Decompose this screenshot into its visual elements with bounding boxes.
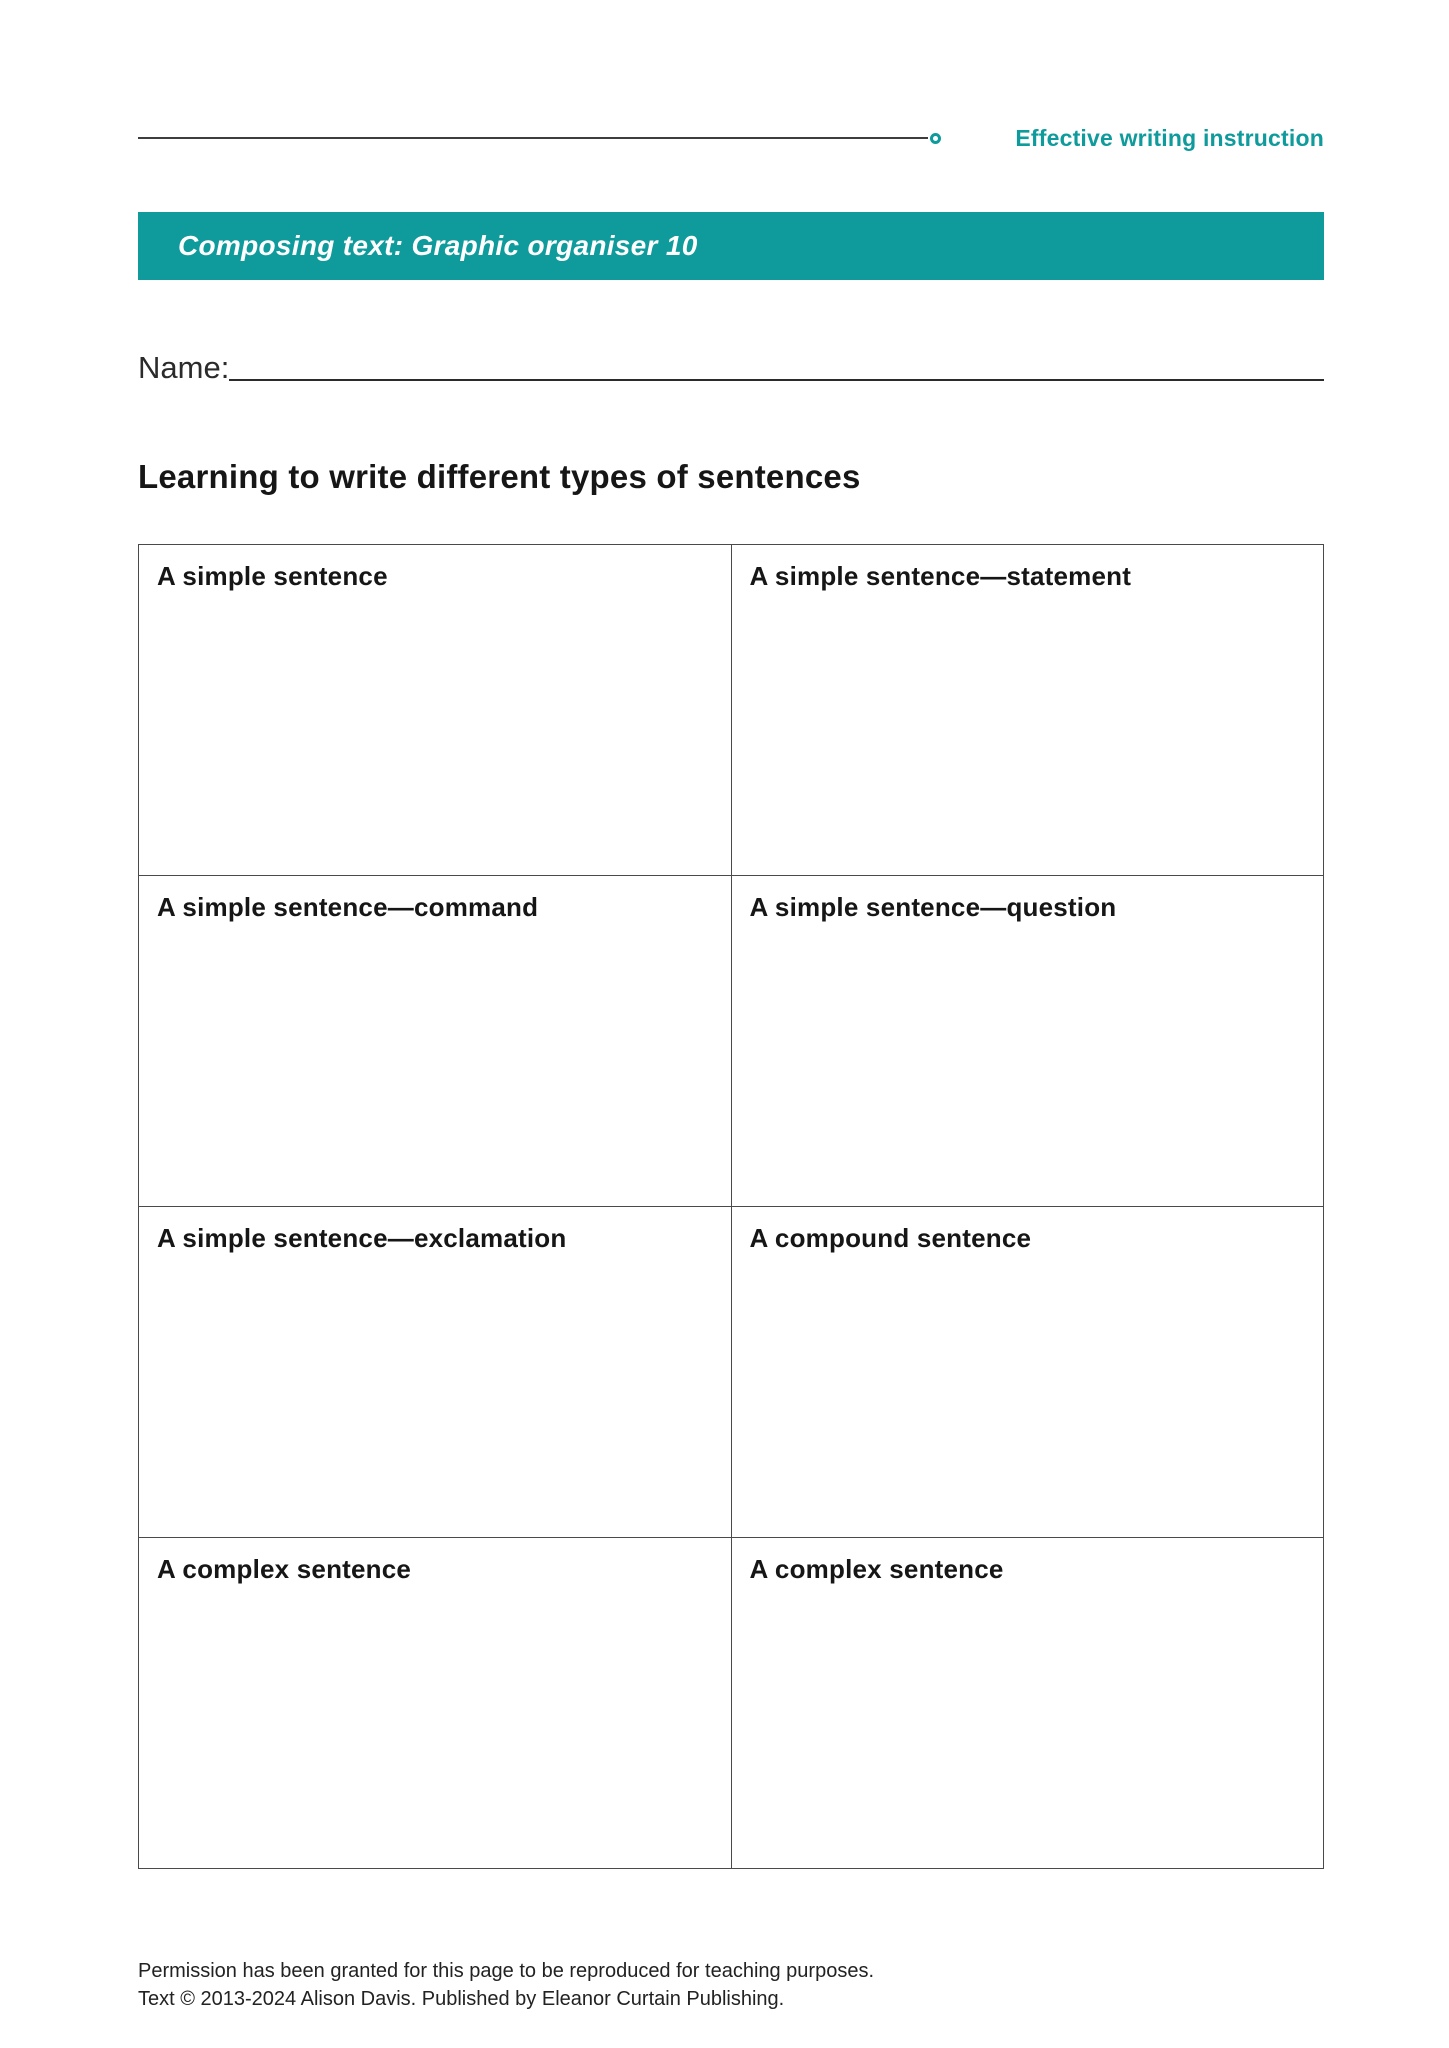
grid-cell-simple-sentence bbox=[139, 545, 732, 876]
name-label: Name: bbox=[138, 350, 230, 385]
grid-cell-question bbox=[732, 876, 1325, 1207]
sentence-types-grid bbox=[138, 544, 1324, 1869]
grid-cell-statement bbox=[732, 545, 1325, 876]
name-write-line bbox=[229, 379, 1324, 381]
page-header bbox=[138, 122, 1324, 154]
grid-cell-complex-2 bbox=[732, 1538, 1325, 1869]
title-banner bbox=[138, 212, 1324, 280]
copyright-line: Text © 2013-2024 Alison Davis. Published by Eleanor Curtain Publishing. bbox=[138, 1988, 785, 2010]
cell-label: A simple sentence—command bbox=[157, 892, 539, 922]
cell-label: A compound sentence bbox=[749, 1223, 1032, 1253]
grid-cell-compound bbox=[732, 1207, 1325, 1538]
cell-label: A complex sentence bbox=[749, 1554, 1004, 1584]
cell-label: A complex sentence bbox=[157, 1554, 412, 1584]
cell-label: A simple sentence—question bbox=[749, 892, 1117, 922]
name-row bbox=[138, 350, 1324, 386]
banner-title: Composing text: Graphic organiser 10 bbox=[178, 230, 698, 261]
cell-label: A simple sentence—exclamation bbox=[157, 1223, 567, 1253]
grid-cell-exclamation bbox=[139, 1207, 732, 1538]
cell-label: A simple sentence bbox=[157, 561, 388, 591]
header-bullet-circle-icon bbox=[930, 133, 941, 144]
header-rule bbox=[138, 137, 928, 139]
cell-label: A simple sentence—statement bbox=[749, 561, 1132, 591]
grid-cell-command bbox=[139, 876, 732, 1207]
permission-line: Permission has been granted for this page to be reproduced for teaching purposes. bbox=[138, 1960, 875, 1982]
series-title: Effective writing instruction bbox=[1015, 124, 1324, 151]
copyright-footer bbox=[138, 1957, 1324, 2013]
grid-cell-complex-1 bbox=[139, 1538, 732, 1869]
page-title: Learning to write different types of sentences bbox=[138, 458, 861, 495]
